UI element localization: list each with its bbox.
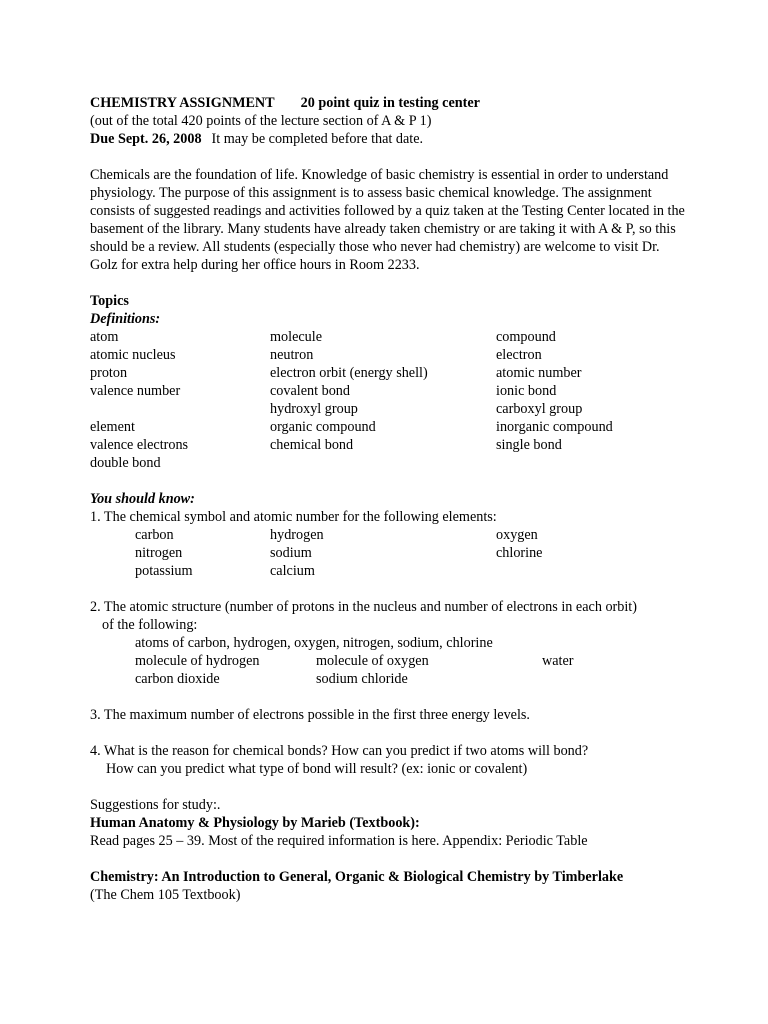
definitions-row — [90, 400, 710, 418]
definitions-row — [90, 382, 710, 400]
molecule-name: water — [542, 653, 574, 669]
definition-term: atom — [90, 329, 119, 345]
element-name: sodium — [270, 545, 312, 561]
element-name: hydrogen — [270, 527, 324, 543]
know-item-2-row — [90, 670, 710, 688]
element-name: carbon — [135, 527, 174, 543]
definitions-row — [90, 454, 710, 472]
definitions-table — [90, 328, 710, 472]
element-name: chlorine — [496, 545, 543, 561]
elements-table — [90, 526, 710, 580]
know-item-2-atoms: atoms of carbon, hydrogen, oxygen, nitrogen, sodium, chlorine — [135, 635, 493, 651]
definition-term: organic compound — [270, 419, 376, 435]
know-item-2-row — [90, 652, 710, 670]
element-name: oxygen — [496, 527, 538, 543]
molecule-name: sodium chloride — [316, 671, 408, 687]
definition-term: covalent bond — [270, 383, 350, 399]
study-heading: Suggestions for study:. — [90, 797, 221, 813]
know-item-2-cont: of the following: — [102, 617, 198, 633]
know-item-4: 4. What is the reason for chemical bonds? How can you predict if two atoms will bond? — [90, 743, 589, 759]
definition-term: atomic nucleus — [90, 347, 176, 363]
know-item-2: 2. The atomic structure (number of protons in the nucleus and number of electrons in each orbit) — [90, 599, 637, 615]
book-2-note: (The Chem 105 Textbook) — [90, 887, 241, 903]
definition-term: electron — [496, 347, 542, 363]
definition-term: ionic bond — [496, 383, 557, 399]
definitions-row — [90, 436, 710, 454]
element-name: calcium — [270, 563, 315, 579]
definition-term: proton — [90, 365, 128, 381]
definitions-row — [90, 346, 710, 364]
definition-term: single bond — [496, 437, 562, 453]
assignment-title: CHEMISTRY ASSIGNMENT — [90, 95, 275, 111]
definitions-row — [90, 364, 710, 382]
definitions-heading: Definitions: — [90, 311, 161, 327]
elements-row — [90, 526, 710, 544]
molecule-name: carbon dioxide — [135, 671, 220, 687]
definition-term: element — [90, 419, 135, 435]
definitions-row — [90, 418, 710, 436]
know-item-1: 1. The chemical symbol and atomic number for the following elements: — [90, 509, 497, 525]
element-name: nitrogen — [135, 545, 183, 561]
due-note: It may be completed before that date. — [211, 131, 424, 147]
definitions-row — [90, 328, 710, 346]
molecule-name: molecule of hydrogen — [135, 653, 260, 669]
definition-term: carboxyl group — [496, 401, 583, 417]
assignment-subtitle: 20 point quiz in testing center — [300, 95, 480, 111]
definition-term: electron orbit (energy shell) — [270, 365, 428, 381]
definition-term: inorganic compound — [496, 419, 613, 435]
elements-row — [90, 562, 710, 580]
definition-term: compound — [496, 329, 556, 345]
definition-term: valence number — [90, 383, 181, 399]
assignment-content — [90, 94, 710, 904]
book-2-title: Chemistry: An Introduction to General, Organic & Biological Chemistry by Timberlake — [90, 869, 624, 885]
know-item-3: 3. The maximum number of electrons possible in the first three energy levels. — [90, 707, 530, 723]
due-date: Due Sept. 26, 2008 — [90, 131, 202, 147]
points-note: (out of the total 420 points of the lecture section of A & P 1) — [90, 113, 432, 129]
know-heading: You should know: — [90, 491, 195, 507]
due-line — [90, 130, 710, 148]
intro-paragraph: Chemicals are the foundation of life. Knowledge of basic chemistry is essential in order to understand physiology. The purpose of this assignment is to assess basic chemical knowledge. The assignment consists of suggested readings and activities followed by a quiz taken at the Testing Center located in the basement of the library. Many students have already taken chemistry or are taking it with A & P, so this should be a review. All students (especially those who never had chemistry) are welcome to visit Dr. Golz for extra help during her office hours in Room 2233. — [90, 167, 685, 273]
book-1-title: Human Anatomy & Physiology by Marieb (Textbook): — [90, 815, 420, 831]
element-name: potassium — [135, 563, 193, 579]
topics-heading: Topics — [90, 293, 129, 309]
book-1-note: Read pages 25 – 39. Most of the required information is here. Appendix: Periodic Table — [90, 833, 588, 849]
know-item-4-cont: How can you predict what type of bond will result? (ex: ionic or covalent) — [106, 761, 528, 777]
definition-term: double bond — [90, 455, 161, 471]
definition-term: valence electrons — [90, 437, 189, 453]
elements-row — [90, 544, 710, 562]
definition-term: atomic number — [496, 365, 582, 381]
definition-term: hydroxyl group — [270, 401, 358, 417]
definition-term: molecule — [270, 329, 322, 345]
definition-term: chemical bond — [270, 437, 354, 453]
definition-term: neutron — [270, 347, 314, 363]
title-line — [90, 94, 710, 112]
molecule-name: molecule of oxygen — [316, 653, 429, 669]
